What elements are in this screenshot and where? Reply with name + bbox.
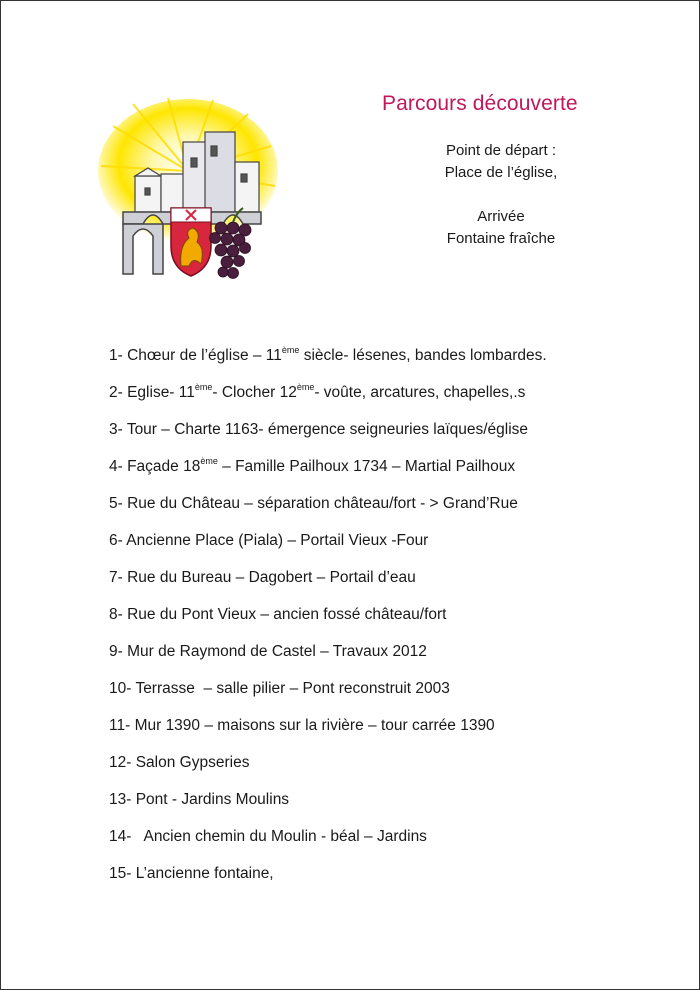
end-label: Arrivée — [477, 208, 525, 225]
route-info — [401, 140, 601, 250]
start-place: Place de l’église, — [444, 164, 558, 181]
item-text: Pont - Jardins Moulins — [135, 791, 290, 808]
item-text: Rue du Château – séparation château/fort - > Grand’Rue — [127, 495, 518, 512]
list-item — [109, 863, 669, 900]
item-text: Salon Gypseries — [135, 754, 250, 771]
item-number: 12- — [109, 754, 136, 771]
list-item — [109, 826, 669, 863]
item-number: 13- — [109, 791, 136, 808]
item-text: Mur de Raymond de Castel – Travaux 2012 — [127, 643, 427, 660]
item-text: Tour – Charte 1163- émergence seigneuries laïques/église — [126, 421, 529, 438]
list-item — [109, 715, 669, 752]
item-text: siècle- lésenes, bandes lombardes. — [299, 347, 547, 364]
item-number: 9- — [109, 643, 128, 660]
list-item — [109, 382, 669, 419]
item-text: Ancien chemin du Moulin - béal – Jardins — [135, 828, 427, 845]
list-item — [109, 493, 669, 530]
route-list — [109, 345, 669, 900]
item-text: Rue du Bureau – Dagobert – Portail d’eau — [127, 569, 416, 586]
item-number: 1- — [109, 347, 128, 364]
item-number: 4- — [109, 458, 128, 475]
list-item — [109, 604, 669, 641]
item-number: 7- — [109, 569, 128, 586]
list-item — [109, 419, 669, 456]
item-text: Terrasse – salle pilier – Pont reconstruit 2003 — [135, 680, 450, 697]
item-text: – Famille Pailhoux 1734 – Martial Pailhoux — [217, 458, 516, 475]
item-number: 14- — [109, 828, 136, 845]
item-text: L’ancienne fontaine, — [135, 865, 274, 882]
list-item — [109, 641, 669, 678]
list-item — [109, 678, 669, 715]
ordinal-superscript: ème — [296, 382, 315, 392]
list-item — [109, 789, 669, 826]
village-emblem-icon — [93, 96, 278, 286]
item-text: - voûte, arcatures, chapelles,.s — [314, 384, 526, 401]
list-item — [109, 752, 669, 789]
item-text: Eglise- 11 — [127, 384, 195, 401]
item-number: 10- — [109, 680, 136, 697]
page-title: Parcours découverte — [382, 92, 578, 115]
ordinal-superscript: ème — [281, 345, 300, 355]
item-text: Façade 18 — [127, 458, 201, 475]
item-text: Ancienne Place (Piala) – Portail Vieux -Four — [126, 532, 429, 549]
item-number: 6- — [109, 532, 127, 549]
list-item — [109, 530, 669, 567]
ordinal-superscript: ème — [194, 382, 213, 392]
list-item — [109, 456, 669, 493]
item-text: - Clocher 12 — [212, 384, 297, 401]
item-number: 8- — [109, 606, 128, 623]
item-number: 15- — [109, 865, 136, 882]
item-number: 5- — [109, 495, 128, 512]
item-number: 2- — [109, 384, 128, 401]
start-label: Point de départ : — [445, 142, 557, 159]
list-item — [109, 567, 669, 604]
item-number: 3- — [109, 421, 127, 438]
item-number: 11- — [109, 717, 135, 734]
ordinal-superscript: ème — [200, 456, 218, 466]
list-item — [109, 345, 669, 382]
end-place: Fontaine fraîche — [446, 230, 556, 247]
item-text: Rue du Pont Vieux – ancien fossé château/fort — [127, 606, 447, 623]
item-text: Mur 1390 – maisons sur la rivière – tour carrée 1390 — [134, 717, 495, 734]
item-text: Chœur de l’église – 11 — [127, 347, 282, 364]
shield-icon — [171, 208, 211, 276]
